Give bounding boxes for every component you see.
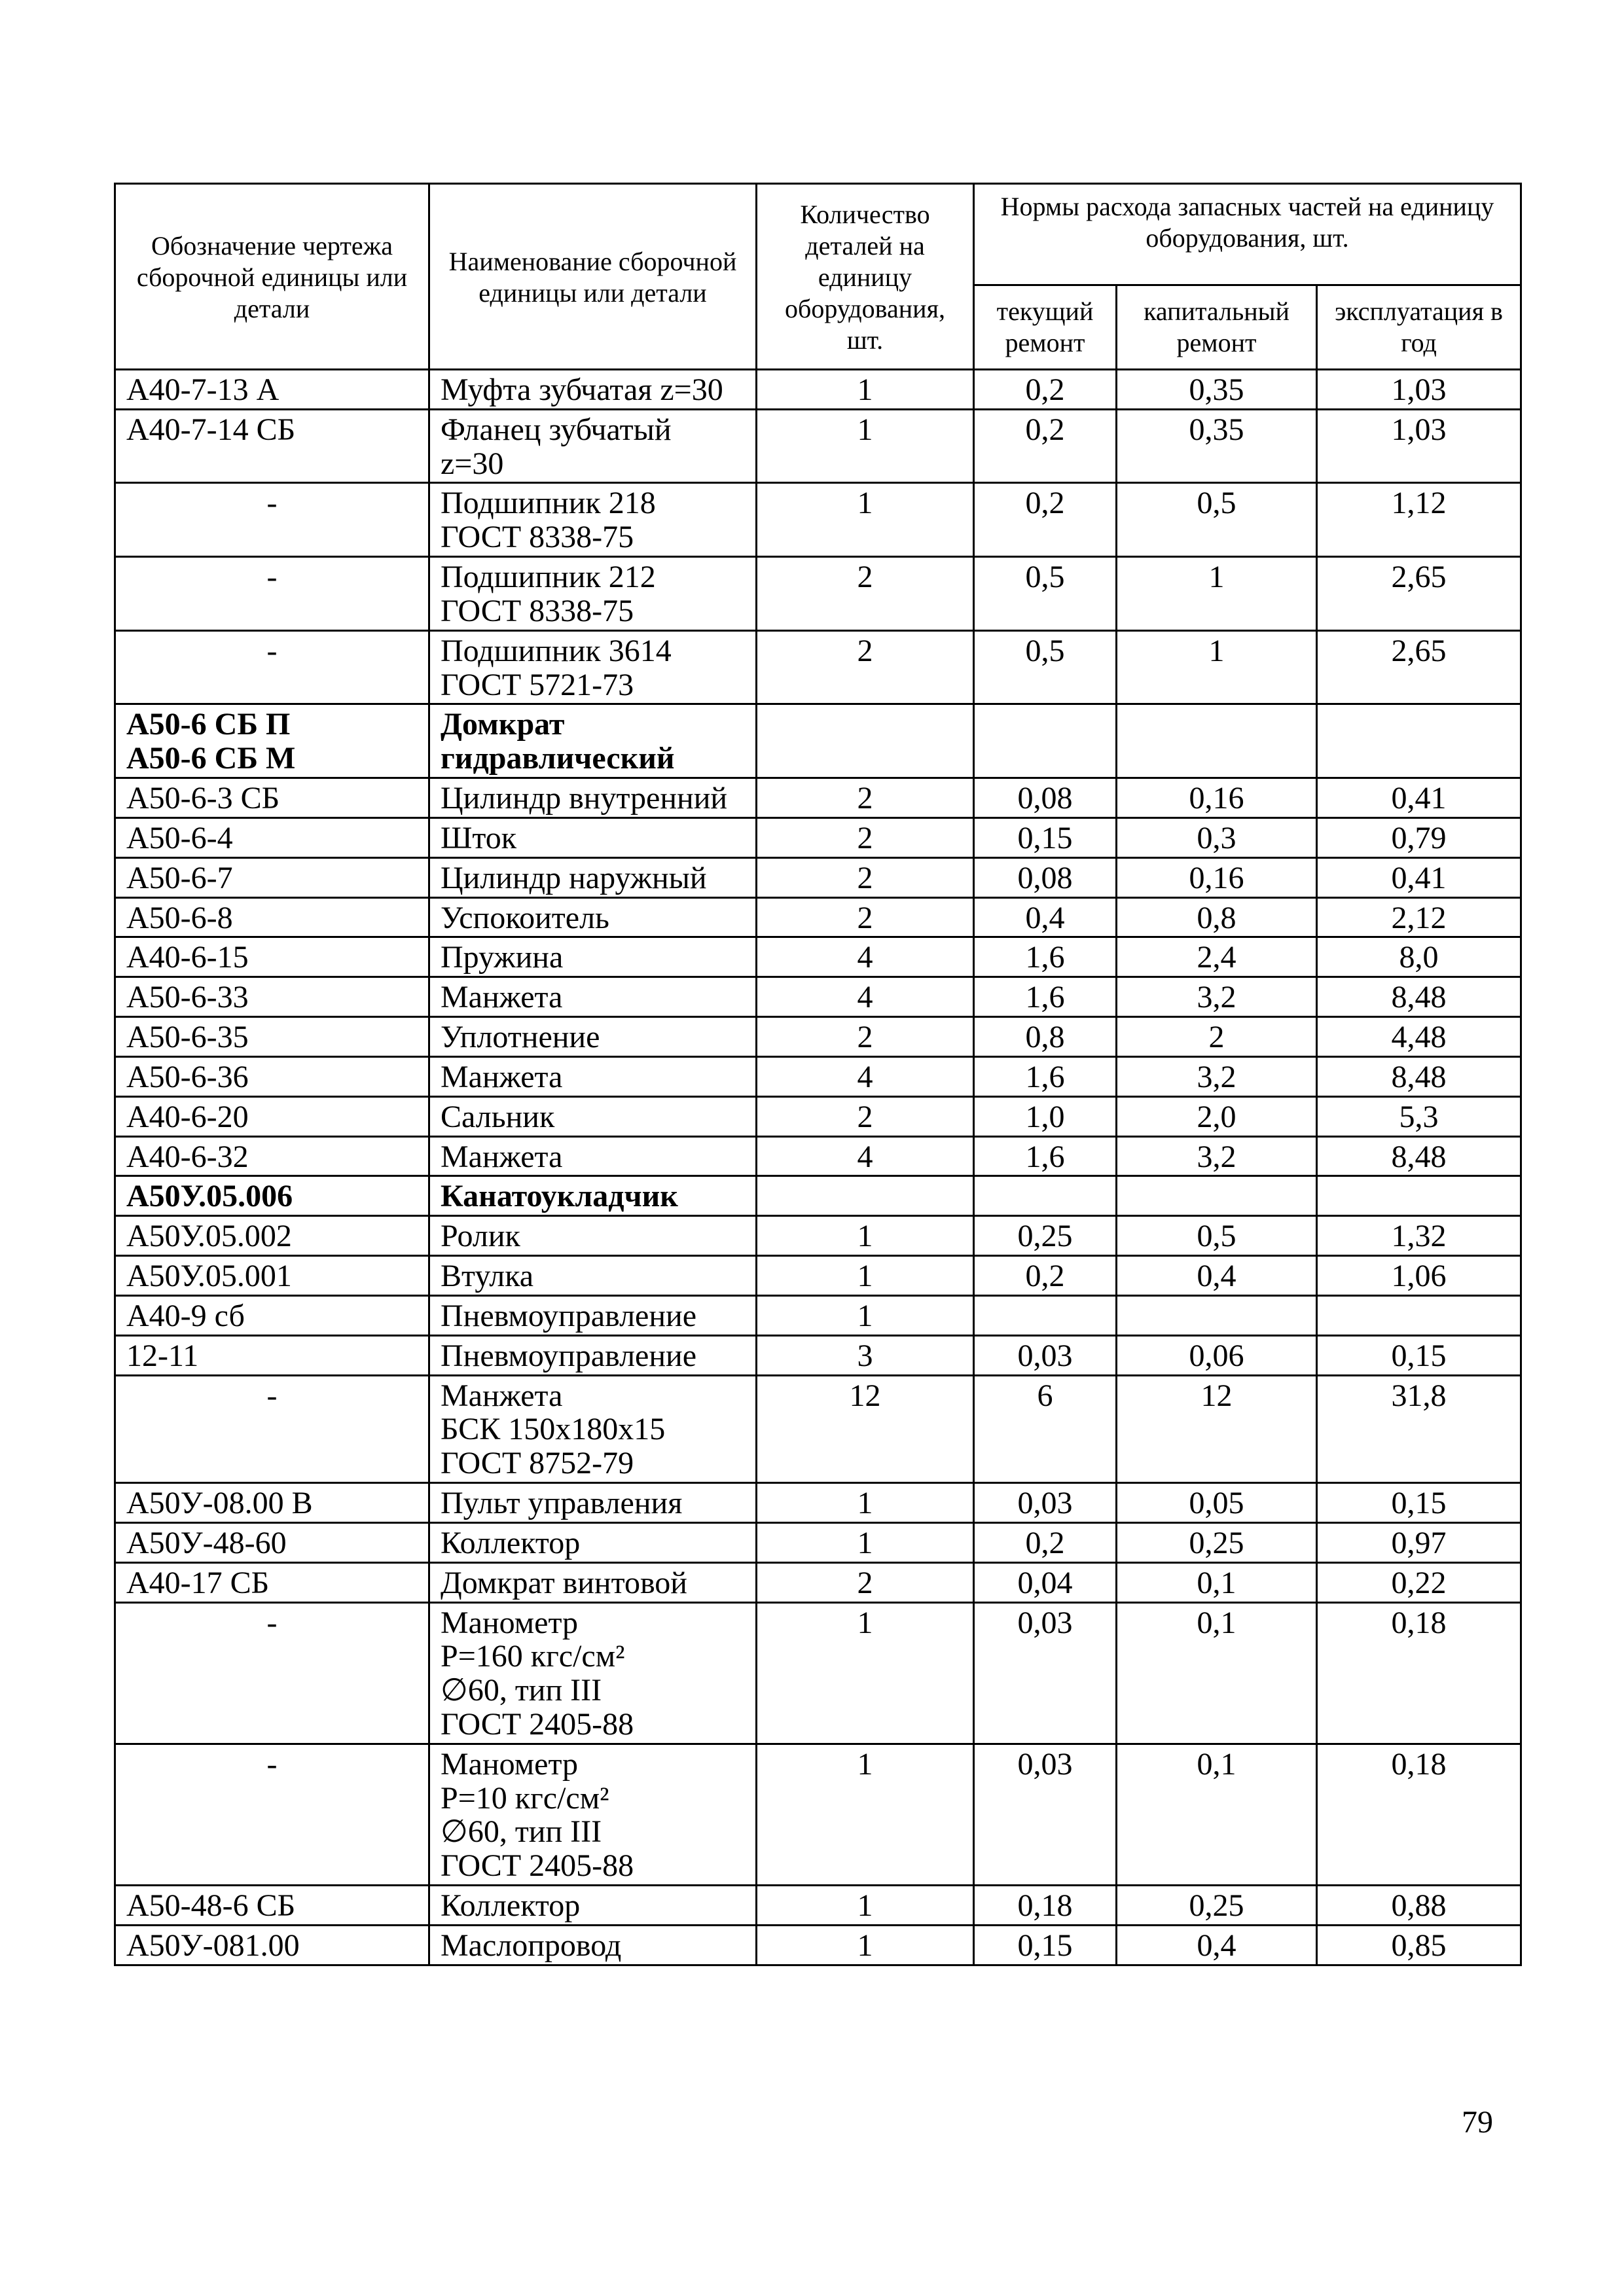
cell-operation-year xyxy=(1317,1176,1521,1216)
name-line: Уплотнение xyxy=(441,1020,600,1055)
cell-designation xyxy=(115,1056,429,1096)
name-line: Успокоитель xyxy=(441,900,609,935)
table-row xyxy=(115,1522,1521,1562)
cell-designation xyxy=(115,483,429,557)
cell-designation xyxy=(115,857,429,897)
cell-capital-repair: 2 xyxy=(1117,1017,1317,1057)
cell-current-repair: 0,25 xyxy=(974,1216,1117,1256)
cell-name xyxy=(429,1886,757,1926)
cell-quantity: 1 xyxy=(757,370,974,410)
designation-line: А50-6-3 СБ xyxy=(126,781,280,816)
cell-capital-repair xyxy=(1117,1176,1317,1216)
cell-current-repair: 0,2 xyxy=(974,409,1117,483)
cell-operation-year: 1,03 xyxy=(1317,370,1521,410)
cell-capital-repair: 0,4 xyxy=(1117,1256,1317,1296)
cell-current-repair: 1,6 xyxy=(974,937,1117,977)
cell-operation-year: 1,03 xyxy=(1317,409,1521,483)
cell-capital-repair: 0,5 xyxy=(1117,483,1317,557)
cell-current-repair: 0,2 xyxy=(974,483,1117,557)
designation-line: А40-6-32 xyxy=(126,1139,249,1174)
name-line: Фланец зубчатый xyxy=(441,412,672,447)
cell-name xyxy=(429,1017,757,1057)
table-row xyxy=(115,1017,1521,1057)
cell-capital-repair: 0,5 xyxy=(1117,1216,1317,1256)
cell-quantity: 1 xyxy=(757,1744,974,1885)
cell-operation-year: 2,65 xyxy=(1317,557,1521,631)
designation-line: А50У.05.001 xyxy=(126,1259,292,1294)
name-line: Цилиндр внутренний xyxy=(441,781,728,816)
name-line: Р=160 кгс/см² xyxy=(441,1639,625,1674)
table-body xyxy=(115,370,1521,1965)
cell-name xyxy=(429,1375,757,1482)
name-line: ∅60, тип III xyxy=(441,1814,602,1850)
cell-name xyxy=(429,1295,757,1335)
cell-designation xyxy=(115,1562,429,1602)
cell-designation xyxy=(115,1925,429,1965)
cell-current-repair: 0,8 xyxy=(974,1017,1117,1057)
cell-quantity: 2 xyxy=(757,817,974,857)
cell-quantity: 1 xyxy=(757,1295,974,1335)
cell-capital-repair: 0,05 xyxy=(1117,1483,1317,1523)
designation-line: А50-6 СБ М xyxy=(126,741,296,776)
table-row xyxy=(115,409,1521,483)
header-operation-year: эксплуатация в год xyxy=(1317,285,1521,370)
cell-designation xyxy=(115,1744,429,1885)
cell-quantity: 1 xyxy=(757,1925,974,1965)
designation-line: 12-11 xyxy=(126,1338,199,1373)
name-line: Манжета xyxy=(441,1378,563,1413)
designation-line: А50У-08.00 В xyxy=(126,1486,313,1521)
name-line: ГОСТ 8752-79 xyxy=(441,1446,634,1481)
cell-designation xyxy=(115,1483,429,1523)
cell-capital-repair: 2,0 xyxy=(1117,1096,1317,1136)
name-line: Подшипник 212 xyxy=(441,560,656,595)
name-line: ГОСТ 8338-75 xyxy=(441,520,634,555)
table-row xyxy=(115,1096,1521,1136)
cell-name xyxy=(429,1562,757,1602)
table-row xyxy=(115,1925,1521,1965)
cell-operation-year xyxy=(1317,704,1521,778)
designation-line: А50-6-35 xyxy=(126,1020,249,1055)
name-line: Цилиндр наружный xyxy=(441,860,707,895)
name-line: Коллектор xyxy=(441,1525,581,1560)
cell-designation xyxy=(115,1522,429,1562)
name-line: Сальник xyxy=(441,1099,555,1134)
table-row xyxy=(115,557,1521,631)
table-row xyxy=(115,1335,1521,1375)
cell-name xyxy=(429,630,757,704)
name-line: Муфта зубчатая z=30 xyxy=(441,372,723,407)
cell-quantity: 4 xyxy=(757,1136,974,1176)
cell-designation xyxy=(115,1216,429,1256)
page-number: 79 xyxy=(1462,2105,1493,2140)
cell-capital-repair: 0,1 xyxy=(1117,1744,1317,1885)
name-line: Коллектор xyxy=(441,1888,581,1924)
name-line: гидравлический xyxy=(441,741,675,776)
name-line: z=30 xyxy=(441,446,504,481)
cell-capital-repair: 0,35 xyxy=(1117,370,1317,410)
header-capital-repair: капитальный ремонт xyxy=(1117,285,1317,370)
cell-quantity: 1 xyxy=(757,409,974,483)
cell-name xyxy=(429,817,757,857)
table-row xyxy=(115,630,1521,704)
cell-capital-repair: 3,2 xyxy=(1117,1136,1317,1176)
cell-designation xyxy=(115,937,429,977)
table-row xyxy=(115,1176,1521,1216)
name-line: Манжета xyxy=(441,1059,563,1094)
cell-current-repair: 0,5 xyxy=(974,630,1117,704)
header-designation: Обозначение чертежа сборочной единицы или детали xyxy=(115,184,429,370)
cell-name xyxy=(429,1925,757,1965)
cell-designation xyxy=(115,1096,429,1136)
cell-quantity: 1 xyxy=(757,1886,974,1926)
cell-name xyxy=(429,857,757,897)
designation-line: А50У.05.002 xyxy=(126,1219,292,1254)
name-line: ∅60, тип III xyxy=(441,1673,602,1708)
cell-capital-repair: 0,25 xyxy=(1117,1886,1317,1926)
designation-line: А40-6-20 xyxy=(126,1099,249,1134)
designation-line: А50-6-36 xyxy=(126,1059,249,1094)
cell-capital-repair: 3,2 xyxy=(1117,1056,1317,1096)
cell-current-repair: 0,2 xyxy=(974,1256,1117,1296)
table-row xyxy=(115,1056,1521,1096)
header-current-repair: текущий ремонт xyxy=(974,285,1117,370)
table-row xyxy=(115,1744,1521,1885)
cell-quantity: 2 xyxy=(757,1096,974,1136)
cell-quantity: 2 xyxy=(757,778,974,818)
designation-line: А50-6-33 xyxy=(126,980,249,1015)
cell-quantity: 2 xyxy=(757,557,974,631)
name-line: Подшипник 3614 xyxy=(441,633,672,668)
cell-operation-year: 0,22 xyxy=(1317,1562,1521,1602)
table-row xyxy=(115,937,1521,977)
cell-current-repair: 1,6 xyxy=(974,977,1117,1017)
cell-name xyxy=(429,1256,757,1296)
cell-current-repair: 0,08 xyxy=(974,857,1117,897)
designation-line: А40-17 СБ xyxy=(126,1565,270,1600)
cell-designation xyxy=(115,409,429,483)
cell-capital-repair: 0,16 xyxy=(1117,778,1317,818)
cell-current-repair: 1,6 xyxy=(974,1056,1117,1096)
cell-operation-year: 31,8 xyxy=(1317,1375,1521,1482)
cell-quantity xyxy=(757,704,974,778)
cell-operation-year: 8,48 xyxy=(1317,977,1521,1017)
name-line: ГОСТ 5721-73 xyxy=(441,667,634,702)
name-line: Манжета xyxy=(441,980,563,1015)
table-row xyxy=(115,977,1521,1017)
cell-operation-year: 0,85 xyxy=(1317,1925,1521,1965)
name-line: Пульт управления xyxy=(441,1486,683,1521)
table-row xyxy=(115,1216,1521,1256)
name-line: Манометр xyxy=(441,1605,578,1640)
spare-parts-table xyxy=(114,183,1522,1966)
cell-designation xyxy=(115,370,429,410)
name-line: Подшипник 218 xyxy=(441,486,656,521)
table-row xyxy=(115,1483,1521,1523)
table-row xyxy=(115,817,1521,857)
cell-quantity: 1 xyxy=(757,483,974,557)
cell-operation-year: 5,3 xyxy=(1317,1096,1521,1136)
cell-name xyxy=(429,1216,757,1256)
table-row xyxy=(115,483,1521,557)
cell-designation xyxy=(115,1335,429,1375)
cell-name xyxy=(429,1522,757,1562)
cell-current-repair: 0,15 xyxy=(974,1925,1117,1965)
header-name: Наименование сборочной единицы или детали xyxy=(429,184,757,370)
cell-name xyxy=(429,897,757,937)
designation-line: А40-7-13 А xyxy=(126,372,280,407)
cell-operation-year: 0,41 xyxy=(1317,857,1521,897)
designation-line: А50У-48-60 xyxy=(126,1525,287,1560)
cell-current-repair: 0,5 xyxy=(974,557,1117,631)
name-line: ГОСТ 2405-88 xyxy=(441,1706,634,1742)
cell-current-repair: 1,6 xyxy=(974,1136,1117,1176)
cell-capital-repair xyxy=(1117,704,1317,778)
header-quantity: Количество деталей на единицу оборудования, шт. xyxy=(757,184,974,370)
designation-line: А40-9 сб xyxy=(126,1298,245,1333)
cell-designation xyxy=(115,1602,429,1744)
cell-operation-year: 0,41 xyxy=(1317,778,1521,818)
name-line: Втулка xyxy=(441,1259,534,1294)
table-row xyxy=(115,778,1521,818)
cell-quantity: 2 xyxy=(757,897,974,937)
name-line: Манометр xyxy=(441,1746,578,1782)
cell-operation-year: 2,65 xyxy=(1317,630,1521,704)
cell-current-repair: 0,18 xyxy=(974,1886,1117,1926)
cell-capital-repair: 1 xyxy=(1117,557,1317,631)
cell-quantity: 2 xyxy=(757,630,974,704)
cell-designation xyxy=(115,977,429,1017)
table-row xyxy=(115,1886,1521,1926)
table-row xyxy=(115,1256,1521,1296)
cell-current-repair: 0,03 xyxy=(974,1335,1117,1375)
cell-designation xyxy=(115,1136,429,1176)
cell-operation-year: 8,48 xyxy=(1317,1136,1521,1176)
cell-name xyxy=(429,483,757,557)
cell-quantity: 12 xyxy=(757,1375,974,1482)
name-line: Ролик xyxy=(441,1219,520,1254)
cell-capital-repair: 0,35 xyxy=(1117,409,1317,483)
cell-capital-repair: 0,3 xyxy=(1117,817,1317,857)
cell-designation xyxy=(115,778,429,818)
cell-capital-repair: 2,4 xyxy=(1117,937,1317,977)
cell-operation-year: 0,15 xyxy=(1317,1335,1521,1375)
designation-line: А50-6 СБ П xyxy=(126,707,291,742)
designation-line: - xyxy=(266,1746,278,1782)
table-row xyxy=(115,1562,1521,1602)
cell-designation xyxy=(115,1176,429,1216)
cell-quantity: 1 xyxy=(757,1256,974,1296)
cell-operation-year: 2,12 xyxy=(1317,897,1521,937)
name-line: Пневмоуправление xyxy=(441,1298,697,1333)
cell-current-repair: 0,03 xyxy=(974,1483,1117,1523)
cell-designation xyxy=(115,1256,429,1296)
header-norms: Нормы расхода запасных частей на единицу оборудования, шт. xyxy=(974,184,1521,285)
cell-quantity: 1 xyxy=(757,1522,974,1562)
cell-current-repair: 0,15 xyxy=(974,817,1117,857)
cell-current-repair: 6 xyxy=(974,1375,1117,1482)
table-row xyxy=(115,897,1521,937)
designation-line: А40-6-15 xyxy=(126,940,249,975)
table-row xyxy=(115,1136,1521,1176)
cell-operation-year: 0,88 xyxy=(1317,1886,1521,1926)
designation-line: А50-6-4 xyxy=(126,820,233,855)
cell-name xyxy=(429,1096,757,1136)
cell-name xyxy=(429,704,757,778)
cell-name xyxy=(429,1176,757,1216)
name-line: ГОСТ 2405-88 xyxy=(441,1848,634,1884)
cell-name xyxy=(429,1602,757,1744)
cell-name xyxy=(429,1483,757,1523)
cell-capital-repair: 0,25 xyxy=(1117,1522,1317,1562)
name-line: Шток xyxy=(441,820,517,855)
cell-designation xyxy=(115,557,429,631)
table-row xyxy=(115,857,1521,897)
cell-current-repair: 0,2 xyxy=(974,370,1117,410)
table-row xyxy=(115,704,1521,778)
cell-operation-year: 1,32 xyxy=(1317,1216,1521,1256)
cell-designation xyxy=(115,1017,429,1057)
cell-name xyxy=(429,1335,757,1375)
cell-name xyxy=(429,557,757,631)
designation-line: - xyxy=(266,633,278,668)
cell-capital-repair: 0,1 xyxy=(1117,1602,1317,1744)
cell-operation-year: 1,12 xyxy=(1317,483,1521,557)
cell-current-repair xyxy=(974,704,1117,778)
cell-quantity xyxy=(757,1176,974,1216)
cell-current-repair: 0,03 xyxy=(974,1744,1117,1885)
cell-designation xyxy=(115,1375,429,1482)
cell-capital-repair: 1 xyxy=(1117,630,1317,704)
cell-operation-year: 0,79 xyxy=(1317,817,1521,857)
name-line: ГОСТ 8338-75 xyxy=(441,593,634,628)
name-line: Домкрат xyxy=(441,707,565,742)
cell-designation xyxy=(115,897,429,937)
name-line: Манжета xyxy=(441,1139,563,1174)
cell-quantity: 4 xyxy=(757,977,974,1017)
name-line: Маслопровод xyxy=(441,1928,622,1963)
cell-quantity: 1 xyxy=(757,1602,974,1744)
cell-operation-year xyxy=(1317,1295,1521,1335)
cell-designation xyxy=(115,1295,429,1335)
name-line: Пружина xyxy=(441,940,564,975)
designation-line: - xyxy=(266,560,278,595)
cell-capital-repair: 0,8 xyxy=(1117,897,1317,937)
cell-quantity: 2 xyxy=(757,1017,974,1057)
cell-current-repair: 0,03 xyxy=(974,1602,1117,1744)
cell-capital-repair xyxy=(1117,1295,1317,1335)
cell-current-repair xyxy=(974,1176,1117,1216)
cell-name xyxy=(429,937,757,977)
cell-capital-repair: 0,4 xyxy=(1117,1925,1317,1965)
cell-operation-year: 8,0 xyxy=(1317,937,1521,977)
table-row xyxy=(115,370,1521,410)
cell-quantity: 2 xyxy=(757,1562,974,1602)
table-row xyxy=(115,1375,1521,1482)
cell-quantity: 3 xyxy=(757,1335,974,1375)
cell-quantity: 4 xyxy=(757,1056,974,1096)
designation-line: А50-48-6 СБ xyxy=(126,1888,296,1924)
cell-name xyxy=(429,409,757,483)
designation-line: - xyxy=(266,486,278,521)
cell-capital-repair: 0,16 xyxy=(1117,857,1317,897)
cell-capital-repair: 0,1 xyxy=(1117,1562,1317,1602)
designation-line: - xyxy=(266,1605,278,1640)
table-row xyxy=(115,1602,1521,1744)
cell-current-repair: 0,08 xyxy=(974,778,1117,818)
designation-line: А50-6-7 xyxy=(126,860,233,895)
cell-operation-year: 4,48 xyxy=(1317,1017,1521,1057)
cell-name xyxy=(429,1136,757,1176)
designation-line: А40-7-14 СБ xyxy=(126,412,296,447)
cell-name xyxy=(429,1056,757,1096)
name-line: Канатоукладчик xyxy=(441,1179,678,1214)
cell-operation-year: 1,06 xyxy=(1317,1256,1521,1296)
cell-quantity: 1 xyxy=(757,1216,974,1256)
name-line: Пневмоуправление xyxy=(441,1338,697,1373)
cell-quantity: 2 xyxy=(757,857,974,897)
cell-operation-year: 0,15 xyxy=(1317,1483,1521,1523)
designation-line: А50У.05.006 xyxy=(126,1179,293,1214)
cell-operation-year: 0,18 xyxy=(1317,1602,1521,1744)
cell-capital-repair: 12 xyxy=(1117,1375,1317,1482)
cell-name xyxy=(429,977,757,1017)
cell-current-repair: 1,0 xyxy=(974,1096,1117,1136)
designation-line: - xyxy=(266,1378,278,1413)
cell-quantity: 4 xyxy=(757,937,974,977)
cell-name xyxy=(429,370,757,410)
cell-designation xyxy=(115,704,429,778)
cell-operation-year: 0,18 xyxy=(1317,1744,1521,1885)
cell-designation xyxy=(115,1886,429,1926)
cell-capital-repair: 3,2 xyxy=(1117,977,1317,1017)
cell-current-repair: 0,2 xyxy=(974,1522,1117,1562)
cell-current-repair: 0,04 xyxy=(974,1562,1117,1602)
cell-capital-repair: 0,06 xyxy=(1117,1335,1317,1375)
name-line: Домкрат винтовой xyxy=(441,1565,687,1600)
table-row xyxy=(115,1295,1521,1335)
name-line: Р=10 кгс/см² xyxy=(441,1780,609,1816)
name-line: БСК 150х180х15 xyxy=(441,1412,666,1447)
designation-line: А50У-081.00 xyxy=(126,1928,300,1963)
cell-operation-year: 8,48 xyxy=(1317,1056,1521,1096)
cell-current-repair: 0,4 xyxy=(974,897,1117,937)
cell-name xyxy=(429,1744,757,1885)
designation-line: А50-6-8 xyxy=(126,900,233,935)
cell-current-repair xyxy=(974,1295,1117,1335)
cell-operation-year: 0,97 xyxy=(1317,1522,1521,1562)
cell-name xyxy=(429,778,757,818)
cell-designation xyxy=(115,630,429,704)
cell-designation xyxy=(115,817,429,857)
cell-quantity: 1 xyxy=(757,1483,974,1523)
